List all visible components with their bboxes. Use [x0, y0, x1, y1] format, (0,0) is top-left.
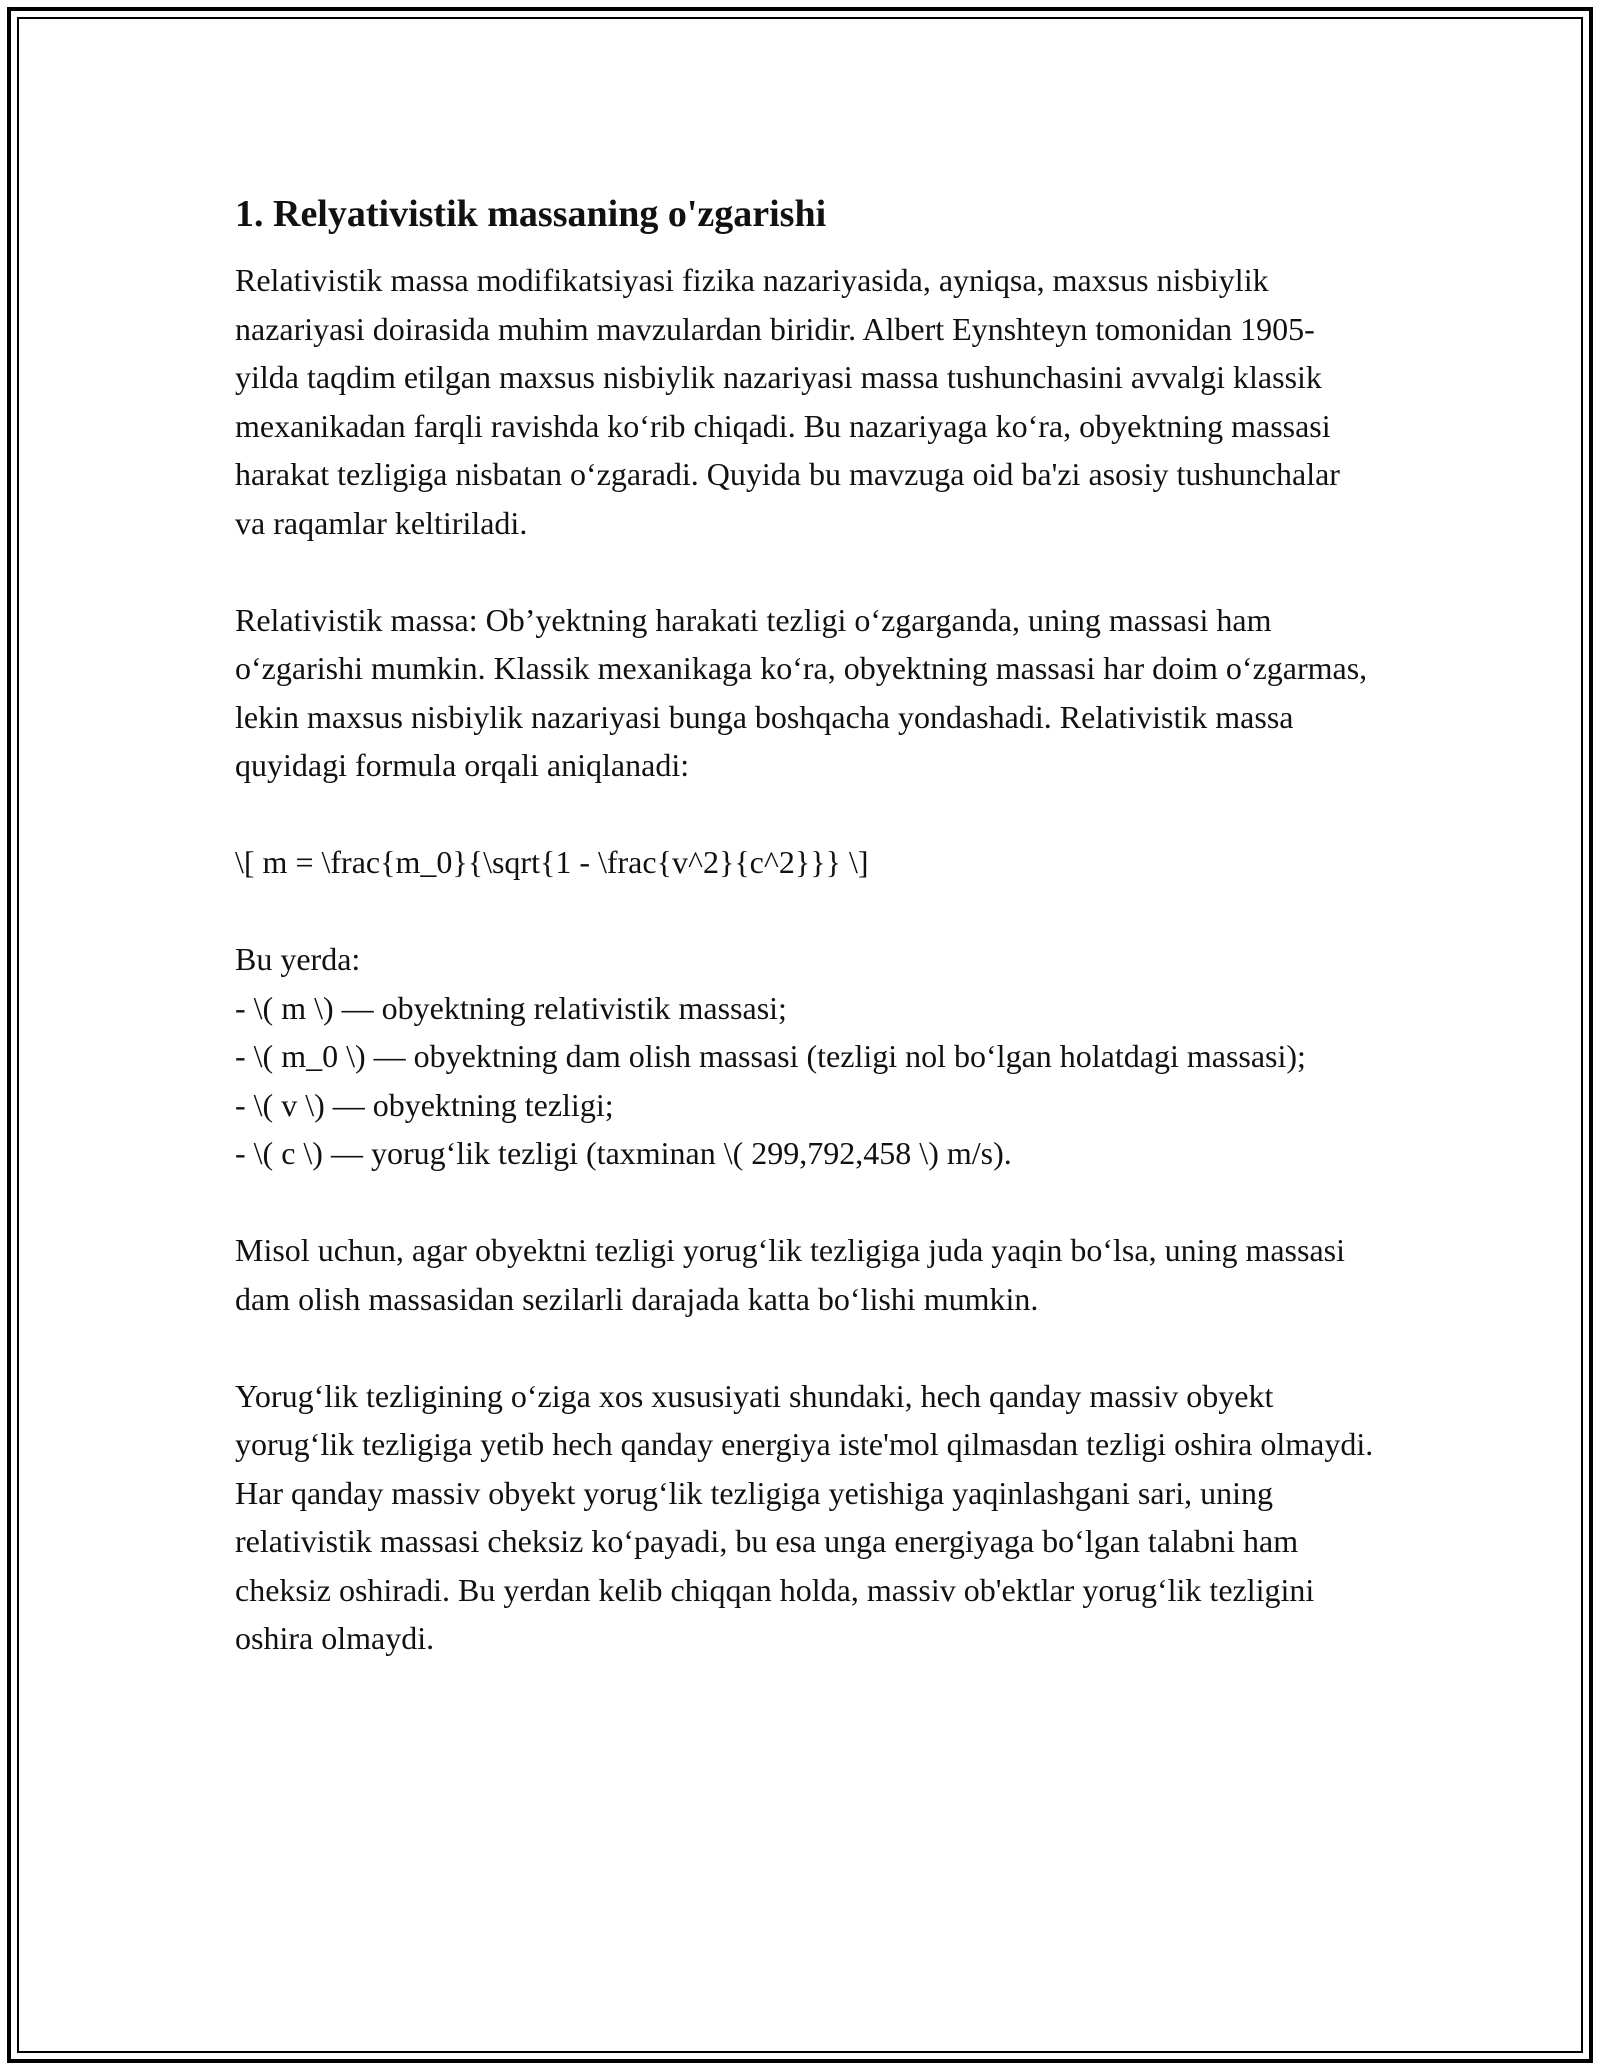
paragraph-spacer	[235, 790, 1375, 839]
definition-item: - \( v \) — obyektning tezligi;	[235, 1086, 614, 1123]
paragraph-spacer	[235, 1323, 1375, 1372]
variable-definitions	[235, 935, 1375, 1178]
paragraph-spacer	[235, 887, 1375, 936]
formula-text: \[ m = \frac{m_0}{\sqrt{1 - \frac{v^2}{c^2}}} \]	[235, 844, 869, 880]
section-heading: 1. Relyativistik massaning o'zgarishi	[235, 193, 827, 235]
definition-item: - \( m_0 \) — obyektning dam olish massasi (tezligi nol boʻlgan holatdagi massasi);	[235, 1038, 1306, 1074]
definition-item: - \( m \) — obyektning relativistik massasi;	[235, 989, 787, 1026]
paragraph-spacer	[235, 1178, 1375, 1227]
where-title: Bu yerda:	[235, 941, 361, 977]
example-paragraph: Misol uchun, agar obyektni tezligi yorugʻlik tezligiga juda yaqin boʻlsa, uning massasi dam olish massasidan sezilarli darajada katta boʻlishi mumkin.	[235, 1232, 1345, 1317]
definition-item: - \( c \) — yorugʻlik tezligi (taxminan \( 299,792,458 \) m/s).	[235, 1135, 1012, 1171]
intro-paragraph: Relativistik massa modifikatsiyasi fizika nazariyasida, ayniqsa, maxsus nisbiylik nazariyasi doirasida muhim mavzulardan biridir. Albert Eynshteyn tomonidan 1905-yilda taqdim etilgan maxsus nisbiylik nazariyasi massa tushunchasini avvalgi klassik mexanikadan farqli ravishda koʻrib chiqadi. Bu nazariyaga koʻra, obyektning massasi harakat tezligiga nisbatan oʻzgaradi. Quyida bu mavzuga oid ba'zi asosiy tushunchalar va raqamlar keltiriladi.	[235, 262, 1340, 541]
paragraph-spacer	[235, 547, 1375, 596]
relativistic-mass-paragraph: Relativistik massa: Ob’yektning harakati tezligi oʻzgarganda, uning massasi ham oʻzgarishi mumkin. Klassik mexanikaga koʻra, obyektning massasi har doim oʻzgarmas, lekin maxsus nisbiylik nazariyasi bunga boshqacha yondashadi. Relativistik massa quyidagi formula orqali aniqlanadi:	[235, 601, 1368, 783]
document-body	[235, 188, 1375, 1663]
light-speed-paragraph: Yorugʻlik tezligining oʻziga xos xususiyati shundaki, hech qanday massiv obyekt yorugʻlik tezligiga yetib hech qanday energiya iste'mol qilmasdan tezligi oshira olmaydi. Har qanday massiv obyekt yorugʻlik tezligiga yetishiga yaqinlashgani sari, uning relativistik massasi cheksiz koʻpayadi, bu esa unga energiyaga boʻlgan talabni ham cheksiz oshiradi. Bu yerdan kelib chiqqan holda, massiv ob'ektlar yorugʻlik tezligini oshira olmaydi.	[235, 1377, 1374, 1656]
